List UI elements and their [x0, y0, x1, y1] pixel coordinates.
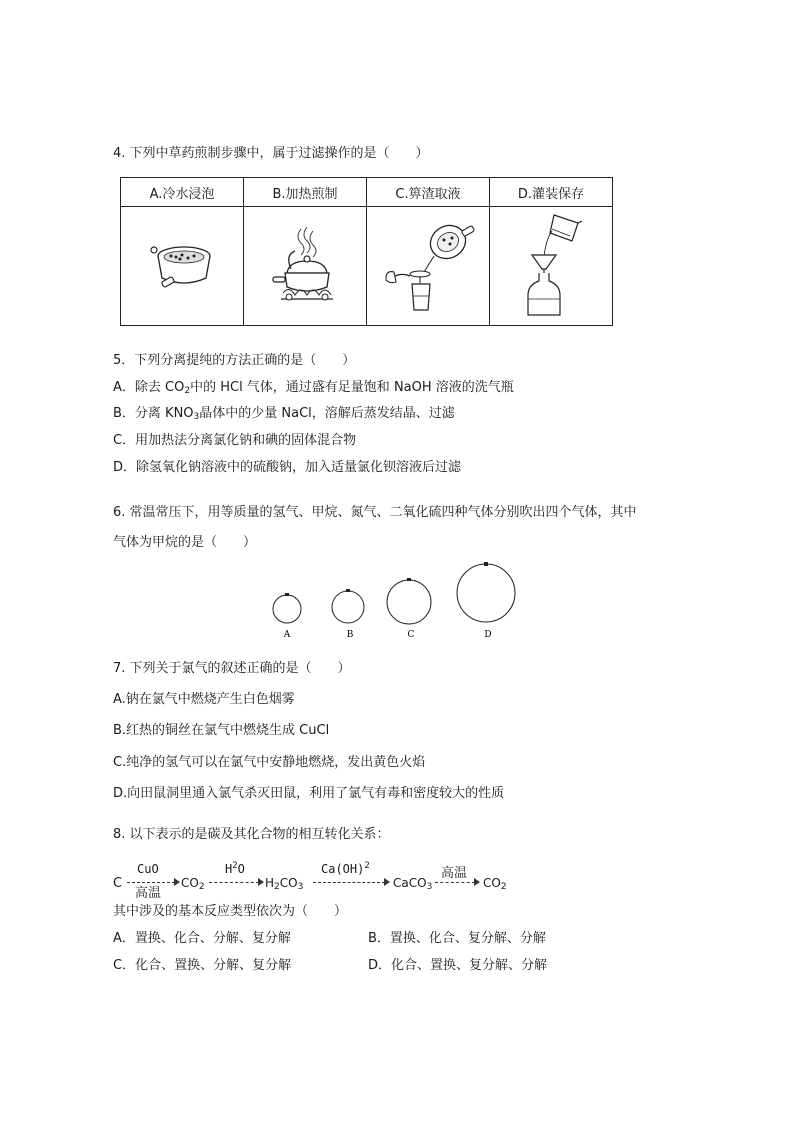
q5-stem: 5．下列分离提纯的方法正确的是（ ） — [113, 353, 356, 368]
eq-co2-a-text: CO — [181, 876, 199, 890]
arrow-1-tip-icon — [174, 878, 180, 886]
q5-option-a — [113, 379, 514, 397]
q4-cell-b — [244, 207, 367, 326]
q5-option-b-text-rest: 晶体中的少量 NaCl，溶解后蒸发结晶、过滤 — [199, 406, 455, 421]
q4-cell-d — [490, 207, 613, 326]
balloon-label-c: C — [407, 630, 415, 640]
q6-balloons — [265, 560, 535, 645]
bottling-illustration — [506, 211, 596, 321]
balloon-d — [457, 562, 515, 640]
balloon-b — [332, 589, 364, 640]
eq-cuo-label: CuO — [137, 862, 159, 876]
eq-gaowen-1: 高温 — [135, 886, 162, 901]
arrow-2 — [209, 882, 259, 883]
eq-caoh2-label — [321, 862, 370, 876]
q7-option-b: B.红热的铜丝在氯气中燃烧生成 CuCl — [113, 723, 330, 738]
subscript: 2 — [184, 386, 191, 396]
balloon-label-a: A — [283, 630, 291, 640]
q7-option-a: A.钠在氯气中燃烧产生白色烟雾 — [113, 692, 295, 707]
subscript: 2 — [274, 882, 280, 892]
eq-h2o-o: O — [237, 862, 245, 876]
q4-header-a: A.冷水浸泡 — [121, 178, 244, 207]
eq-h2co3 — [265, 876, 303, 890]
arrow-4 — [435, 882, 475, 883]
balloon-a — [273, 593, 301, 640]
q7-option-d: D.向田鼠洞里通入氯气杀灭田鼠，利用了氯气有毒和密度较大的性质 — [113, 786, 505, 801]
q4-header-b: B.加热煎制 — [244, 178, 367, 207]
subscript: 3 — [426, 882, 433, 892]
eq-h2o-label — [225, 862, 245, 876]
q7-option-c: C.纯净的氢气可以在氯气中安静地燃烧，发出黄色火焰 — [113, 755, 426, 770]
eq-caco3 — [393, 876, 432, 890]
eq-h2co3-co: CO — [279, 876, 298, 890]
q5-option-d: D．除氢氧化钠溶液中的硫酸钠，加入适量氯化钡溶液后过滤 — [113, 460, 462, 475]
q5-option-a-text: A．除去 CO — [113, 380, 185, 395]
q6-stem-line2: 气体为甲烷的是（ ） — [113, 535, 257, 550]
eq-co2-a — [181, 876, 205, 890]
decocting-pot-illustration — [265, 221, 345, 311]
q5-option-c: C．用加热法分离氯化钠和碘的固体混合物 — [113, 433, 357, 448]
subscript: 3 — [193, 412, 200, 422]
q4-table — [120, 177, 613, 326]
q4-header-d: D.灌装保存 — [490, 178, 613, 207]
q4-stem: 4. 下列中草药煎制步骤中，属于过滤操作的是（ ） — [113, 146, 429, 161]
arrow-4-tip-icon — [474, 878, 480, 886]
eq-h2co3-h: H — [265, 876, 275, 890]
arrow-3 — [313, 882, 385, 883]
q8-reaction-chain — [113, 861, 533, 901]
q7-stem: 7. 下列关于氯气的叙述正确的是（ ） — [113, 661, 351, 676]
eq-caoh2-text: Ca(OH) — [321, 862, 365, 876]
balloon-label-b: B — [346, 630, 354, 640]
q5-option-b — [113, 405, 455, 423]
q8-option-a: A．置换、化合、分解、复分解 — [113, 931, 291, 946]
q5-option-a-text-rest: 中的 HCl 气体，通过盛有足量饱和 NaOH 溶液的洗气瓶 — [190, 380, 514, 395]
q4-cell-a — [121, 207, 244, 326]
subscript: 2 — [500, 882, 507, 892]
soaking-pot-illustration — [142, 226, 222, 306]
filtering-illustration — [378, 216, 478, 316]
balloon-label-d: D — [484, 630, 492, 640]
q8-option-d: D．化合、置换、复分解、分解 — [368, 958, 548, 973]
q5-option-b-text: B．分离 KNO — [113, 406, 194, 421]
eq-h2o-h: H — [225, 862, 233, 876]
q8-ask: 其中涉及的基本反应类型依次为（ ） — [113, 904, 348, 919]
eq-gaowen-2: 高温 — [441, 866, 468, 881]
eq-co2-b-text: CO — [483, 876, 501, 890]
subscript: 3 — [297, 882, 304, 892]
superscript: 2 — [364, 861, 370, 871]
q8-option-c: C．化合、置换、分解、复分解 — [113, 958, 292, 973]
eq-carbon: C — [113, 876, 123, 891]
eq-co2-b — [483, 876, 507, 890]
arrow-2-tip-icon — [258, 878, 264, 886]
q8-option-b: B．置换、化合、复分解、分解 — [368, 931, 546, 946]
subscript: 2 — [198, 882, 205, 892]
eq-caco3-text: CaCO — [393, 876, 427, 890]
q6-stem-line1: 6. 常温常压下，用等质量的氢气、甲烷、氮气、二氧化硫四种气体分别吹出四个气体，其中 — [113, 505, 637, 520]
balloon-c — [387, 578, 431, 640]
q4-header-c: C.箅渣取液 — [367, 178, 490, 207]
arrow-3-tip-icon — [384, 878, 390, 886]
superscript: 2 — [232, 861, 238, 871]
q4-cell-c — [367, 207, 490, 326]
q8-stem: 8. 以下表示的是碳及其化合物的相互转化关系： — [113, 827, 390, 842]
